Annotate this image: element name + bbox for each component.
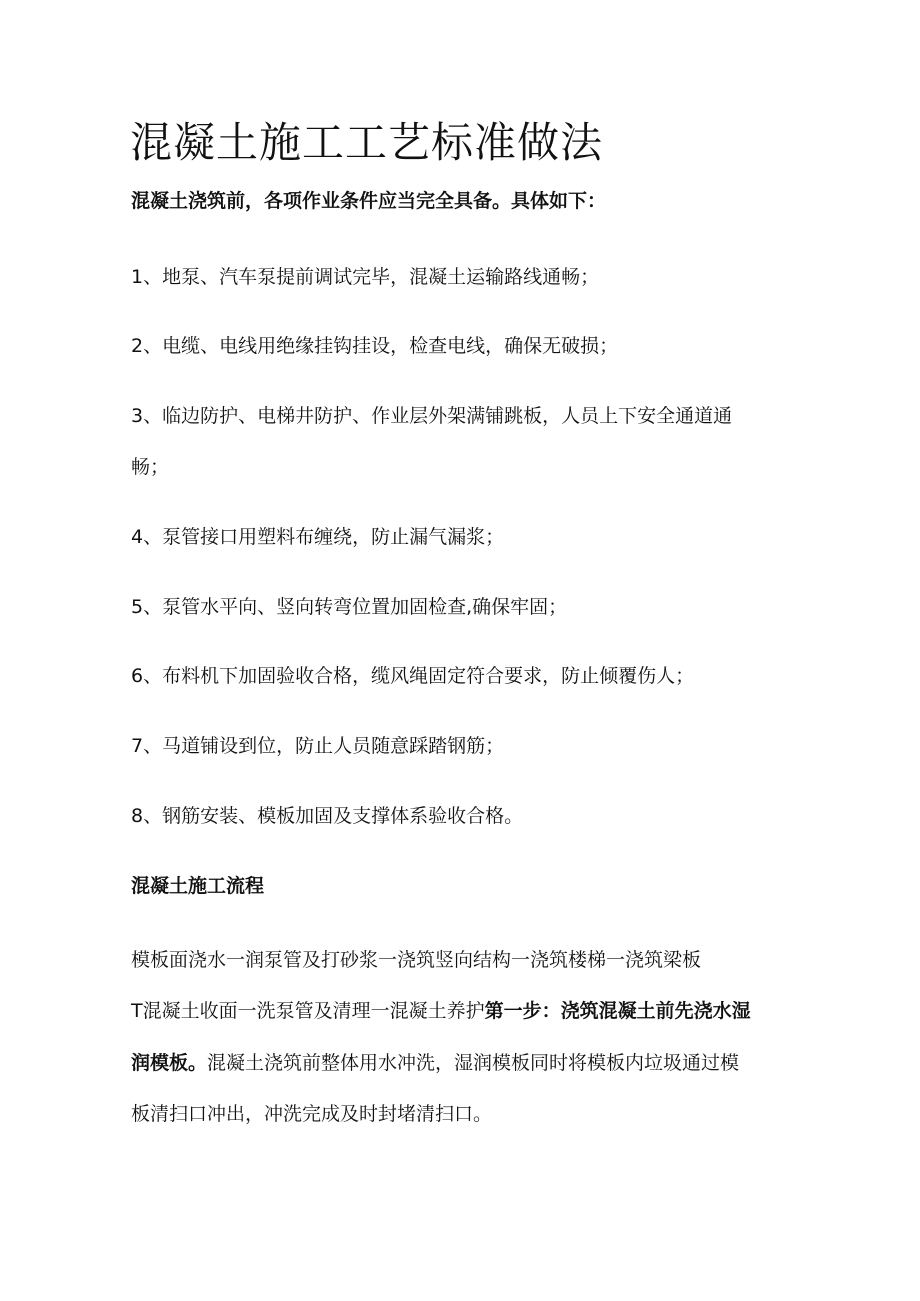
condition-item-3-continued: 畅； bbox=[131, 456, 170, 478]
condition-item-3: 3、临边防护、电梯井防护、作业层外架满铺跳板，人员上下安全通道通 bbox=[131, 405, 733, 427]
step1-paragraph-line-2: 板清扫口冲出，冲洗完成及时封堵清扫口。 bbox=[131, 1103, 493, 1125]
process-flow-line-2 bbox=[131, 996, 751, 1026]
process-heading: 混凝土施工流程 bbox=[131, 875, 265, 897]
process-flow-tail: T混凝土收面一洗泵管及清理一混凝土养护 bbox=[131, 1000, 485, 1022]
condition-item-6: 6、布料机下加固验收合格，缆风绳固定符合要求，防止倾覆伤人； bbox=[131, 665, 695, 687]
condition-item-5: 5、泵管水平向、竖向转弯位置加固检查,确保牢固； bbox=[131, 596, 568, 618]
step1-paragraph-line-1 bbox=[131, 1048, 739, 1078]
condition-item-7: 7、马道铺设到位，防止人员随意踩踏钢筋； bbox=[131, 735, 505, 757]
step1-text: 混凝土浇筑前整体用水冲洗，湿润模板同时将模板内垃圾通过模 bbox=[207, 1052, 740, 1074]
condition-item-1: 1、地泵、汽车泵提前调试完毕，混凝土运输路线通畅； bbox=[131, 266, 600, 288]
process-flow-line-1: 模板面浇水一润泵管及打砂浆一浇筑竖向结构一浇筑楼梯一浇筑梁板 bbox=[131, 949, 702, 971]
step1-heading: 第一步：浇筑混凝土前先浇水湿 bbox=[484, 1000, 751, 1022]
step1-heading-continued: 润模板。 bbox=[131, 1052, 208, 1074]
condition-item-4: 4、泵管接口用塑料布缠绕，防止漏气漏浆； bbox=[131, 526, 505, 548]
condition-item-2: 2、电缆、电线用绝缘挂钩挂设，检查电线，确保无破损； bbox=[131, 335, 619, 357]
document-title: 混凝土施工工艺标准做法 bbox=[130, 118, 604, 167]
intro-paragraph: 混凝土浇筑前，各项作业条件应当完全具备。具体如下： bbox=[131, 190, 607, 212]
condition-item-8: 8、钢筋安装、模板加固及支撑体系验收合格。 bbox=[131, 805, 524, 827]
